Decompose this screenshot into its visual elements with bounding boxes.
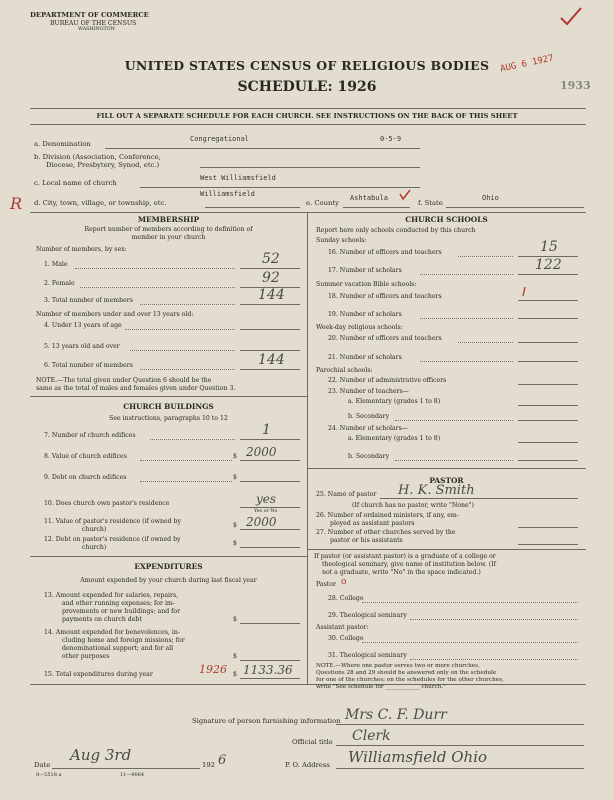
- q7-edifices-value: 1: [262, 422, 271, 438]
- denomination-label: a. Denomination: [34, 140, 91, 148]
- po-address-value: Williamsfield Ohio: [348, 748, 488, 766]
- county-label: e. County: [306, 199, 339, 207]
- state-label: f. State: [418, 199, 443, 207]
- pastor-sub-label: Pastor: [316, 581, 336, 588]
- q8-value-value: 2000: [246, 445, 277, 459]
- pastor-note-2: Questions 28 and 29 should be answered only on the schedule: [316, 670, 497, 676]
- q4-under13-label: 4. Under 13 years of age: [44, 322, 122, 329]
- pastor-title: PASTOR: [429, 476, 464, 485]
- membership-intro: Report number of members according to definition of: [84, 226, 253, 233]
- stamp-number: 1933: [560, 79, 591, 92]
- red-check-icon: [558, 6, 584, 28]
- census-schedule-sheet: DEPARTMENT OF COMMERCE BUREAU OF THE CENSUS WASHINGTON UNITED STATES CENSUS OF RELIGIOUS BODIES SCHEDULE: 1926 AUG 6 1927 1933 R FILL OUT A SEPARATE SCHEDULE FOR EACH CHURCH. SEE INSTRUCTIONS ON THE BACK OF THIS SHEET a. Denomination Congregational 0-5-9 b. Division (Association, Conference, Diocese, Presbytery, Synod, etc.) c. Local name of church West Williamsfield d. City, town, village, or township, etc. Williamsfield e. County Ashtabula f. State Ohio MEMBERSHIP Report number of members according to definition of member in your church Number of members, by sex: 1. Male 52 2. Female 92 3. Total number of members 144 Number of members under and over 13 years old: 4. Under 13 years of age 5. 13 years old and over 6. Total number of members 144 NOTE.—The total given under Question 6 should be the same as the total of males and females given under Question 3. CHURCH BUILDINGS See instructions, paragraphs 10 to 12 7. Number of church edifices 1 8. Value of church edifices $ 2000 9. Debt on church edifices $ 10. Does church own pastor's residence yes Yes or No 11. Value of pastor's residence (if owned by church) $ 2000 12. Debt on pastor's residence (if owned by church) $ EXPENDITURES Amount expended by your church during last fiscal year 13. Amount expended for salaries, repairs, and other running expenses; for im- provements or new buildings; and for payments on church debt $ 14. Amount expended for benevolences, in- cluding home and foreign missions; for denominational support; and for all other purposes $ 15. Total expenditures during year 1926 $ 1133.36 CHURCH SCHOOLS Report here only schools conducted by this church Sunday schools: 16. Number of officers and teachers 15 17. Number of scholars 122 Summer vacation Bible schools: 18. Number of officers and teachers 19. Number of scholars Week-day religious schools: 20. Number of officers and teachers 21. Number of scholars Parochial schools: 22. Number of administrative officers 23. Number of teachers— a. Elementary (grades 1 to 8) b. Secondary 24. Number of scholars— a. Elementary (grades 1 to 8) b. Secondary PASTOR 25. Name of pastor H. K. Smith (If church has no pastor, write "None") 26. Number of ordained ministers, if any, em- ployed as assistant pastors 27. Number of other churches served by the pastor or his assistants If pastor (or assistant pastor) is a graduate of a college or theological seminary, give name of institution below. (If not a graduate, write "No" in the space indicated.) Pastor o 28. College 29. Theological seminary Assistant pastor: 30. College 31. Theological seminary NOTE.—Where one pastor serves two or more churches, Questions 28 and 29 should be answered only on the schedule for one of the churches; on the schedules for the other churches, write "See schedule for ____________ church." Signature of person furnishing information Mrs C. F. Durr Official title Clerk Date Aug 3rd 192 6 P. O. Address Williamsfield Ohio 8—5518 a 11—9064: [0, 0, 614, 800]
- department-label: DEPARTMENT OF COMMERCE: [30, 11, 149, 19]
- q15-value: 1133.36: [243, 663, 293, 677]
- official-title-value: Clerk: [352, 728, 391, 744]
- age-header: Number of members under and over 13 years old:: [36, 311, 194, 318]
- q6-total-label: 6. Total number of members: [44, 362, 133, 369]
- q3-total-value: 144: [258, 287, 285, 303]
- q17-label: 17. Number of scholars: [328, 267, 402, 274]
- po-address-label: P. O. Address: [285, 761, 330, 769]
- q6-total-value: 144: [258, 352, 285, 368]
- instructions-banner: FILL OUT A SEPARATE SCHEDULE FOR EACH CHURCH. SEE INSTRUCTIONS ON THE BACK OF THIS SHEET: [96, 112, 518, 120]
- q17-value: 122: [535, 257, 562, 273]
- q22-label: 22. Number of administrative officers: [328, 377, 447, 384]
- membership-title: MEMBERSHIP: [137, 215, 200, 224]
- q31-label: 31. Theological seminary: [328, 652, 407, 659]
- q18-tick-icon: [519, 286, 529, 298]
- q14-label-3: denominational support; and for all: [62, 645, 174, 652]
- date-value: Aug 3rd: [70, 746, 132, 764]
- q14-label-2: cluding home and foreign missions; for: [62, 637, 185, 644]
- q24b-label: b. Secondary: [348, 453, 390, 460]
- city-label-field: d. City, town, village, or township, etc.: [34, 199, 167, 207]
- q1-male-value: 52: [262, 251, 280, 267]
- assistant-label: Assistant pastor:: [316, 624, 369, 631]
- city-label: WASHINGTON: [78, 27, 115, 32]
- q23-label: 23. Number of teachers—: [328, 388, 409, 395]
- schedule-title: SCHEDULE: 1926: [237, 79, 377, 95]
- denomination-value: Congregational: [190, 135, 250, 143]
- pastor-note-3: for one of the churches; on the schedules for the other churches,: [316, 677, 504, 683]
- date-label: Date: [34, 761, 51, 769]
- q11-label-cont: church): [82, 526, 107, 533]
- q29-label: 29. Theological seminary: [328, 612, 407, 619]
- county-check-icon: [398, 188, 412, 202]
- membership-intro-cont: member in your church: [131, 234, 206, 241]
- date-year-prefix: 192: [202, 761, 215, 769]
- schools-intro: Report here only schools conducted by this church: [316, 227, 476, 234]
- expenditures-title: EXPENDITURES: [134, 562, 203, 571]
- q20-label: 20. Number of officers and teachers: [328, 335, 442, 342]
- schools-title: CHURCH SCHOOLS: [405, 215, 488, 224]
- q26-label: 26. Number of ordained ministers, if any, em-: [316, 512, 459, 519]
- q24-label: 24. Number of scholars—: [328, 425, 408, 432]
- q26-label-cont: ployed as assistant pastors: [330, 520, 415, 527]
- division-label: b. Division (Association, Conference,: [34, 153, 161, 161]
- q13-label-4: payments on church debt: [62, 616, 142, 623]
- received-date-stamp: AUG 6 1927: [499, 53, 555, 75]
- q12-label: 12. Debt on pastor's residence (if owned by: [44, 536, 181, 543]
- buildings-title: CHURCH BUILDINGS: [123, 402, 214, 411]
- q10-hint: Yes or No: [254, 509, 278, 514]
- q19-label: 19. Number of scholars: [328, 311, 402, 318]
- q15-label: 15. Total expenditures during year: [44, 671, 153, 678]
- print-number: 11—9064: [120, 772, 145, 778]
- q23a-label: a. Elementary (grades 1 to 8): [348, 398, 441, 405]
- membership-note: NOTE.—The total given under Question 6 should be the: [36, 377, 212, 384]
- q7-edifices-label: 7. Number of church edifices: [44, 432, 136, 439]
- q11-label: 11. Value of pastor's residence (if owned by: [44, 518, 181, 525]
- sunday-header: Sunday schools:: [316, 237, 367, 244]
- graduate-instruction-2: theological seminary, give name of institution below. (If: [322, 561, 496, 568]
- q14-label-4: other purposes: [62, 653, 110, 660]
- q23b-label: b. Secondary: [348, 413, 390, 420]
- q8-value-label: 8. Value of church edifices: [44, 453, 127, 460]
- local-name-value: West Williamsfield: [200, 174, 276, 182]
- q25-pastor-name: H. K. Smith: [398, 483, 475, 498]
- division-label-cont: Diocese, Presbytery, Synod, etc.): [46, 161, 160, 169]
- state-value: Ohio: [482, 194, 499, 202]
- graduate-instruction: If pastor (or assistant pastor) is a graduate of a college or: [314, 553, 496, 560]
- members-by-sex-label: Number of members, by sex:: [36, 246, 127, 253]
- q5-over13-label: 5. 13 years old and over: [44, 343, 120, 350]
- q1-male-label: 1. Male: [44, 261, 68, 268]
- local-name-label: c. Local name of church: [34, 179, 117, 187]
- q25-note: (If church has no pastor, write "None"): [352, 502, 474, 509]
- q2-female-label: 2. Female: [44, 280, 75, 287]
- q15-year: 1926: [199, 663, 227, 676]
- q27-label-cont: pastor or his assistants: [330, 537, 403, 544]
- q11-value: 2000: [246, 515, 277, 529]
- form-number: 8—5518 a: [36, 772, 62, 778]
- graduate-instruction-3: not a graduate, write "No" in the space indicated.): [322, 569, 481, 576]
- q13-label-3: provements or new buildings; and for: [62, 608, 181, 615]
- expenditures-subtitle: Amount expended by your church during last fiscal year: [80, 577, 257, 584]
- form-title: UNITED STATES CENSUS OF RELIGIOUS BODIES: [124, 58, 490, 73]
- parochial-header: Parochial schools:: [316, 367, 373, 374]
- q16-value: 15: [540, 239, 558, 255]
- q12-label-cont: church): [82, 544, 107, 551]
- q9-debt-label: 9. Debt on church edifices: [44, 474, 127, 481]
- q16-label: 16. Number of officers and teachers: [328, 249, 442, 256]
- q21-label: 21. Number of scholars: [328, 354, 402, 361]
- summer-header: Summer vacation Bible schools:: [316, 281, 417, 288]
- q13-label: 13. Amount expended for salaries, repairs,: [44, 592, 179, 599]
- q13-label-2: and other running expenses; for im-: [62, 600, 175, 607]
- q24a-label: a. Elementary (grades 1 to 8): [348, 435, 441, 442]
- county-value: Ashtabula: [350, 194, 388, 202]
- signature-value: Mrs C. F. Durr: [345, 707, 447, 723]
- q28-label: 28. College: [328, 595, 364, 602]
- q30-label: 30. College: [328, 635, 364, 642]
- official-title-label: Official title: [292, 738, 333, 746]
- q25-label: 25. Name of pastor: [316, 491, 377, 498]
- q10-residence-label: 10. Does church own pastor's residence: [44, 500, 170, 507]
- q10-residence-value: yes: [256, 492, 277, 506]
- weekday-header: Week-day religious schools:: [316, 324, 403, 331]
- buildings-subtitle: See instructions, paragraphs 10 to 12: [109, 415, 228, 422]
- membership-note-cont: same as the total of males and females given under Question 3.: [36, 385, 236, 392]
- q14-label: 14. Amount expended for benevolences, in-: [44, 629, 180, 636]
- city-value: Williamsfield: [200, 190, 255, 198]
- pastor-note: NOTE.—Where one pastor serves two or more churches,: [316, 663, 480, 669]
- q2-female-value: 92: [262, 270, 280, 286]
- denomination-code: 0-5-9: [380, 135, 402, 143]
- pastor-note-4: write "See schedule for ____________ church.": [316, 684, 446, 690]
- bureau-label: BUREAU OF THE CENSUS: [50, 20, 137, 27]
- q3-total-label: 3. Total number of members: [44, 297, 133, 304]
- date-year-digit: 6: [218, 753, 227, 768]
- margin-r-mark: R: [10, 194, 23, 213]
- q18-label: 18. Number of officers and teachers: [328, 293, 442, 300]
- q27-label: 27. Number of other churches served by the: [316, 529, 456, 536]
- signature-label: Signature of person furnishing information: [192, 717, 341, 725]
